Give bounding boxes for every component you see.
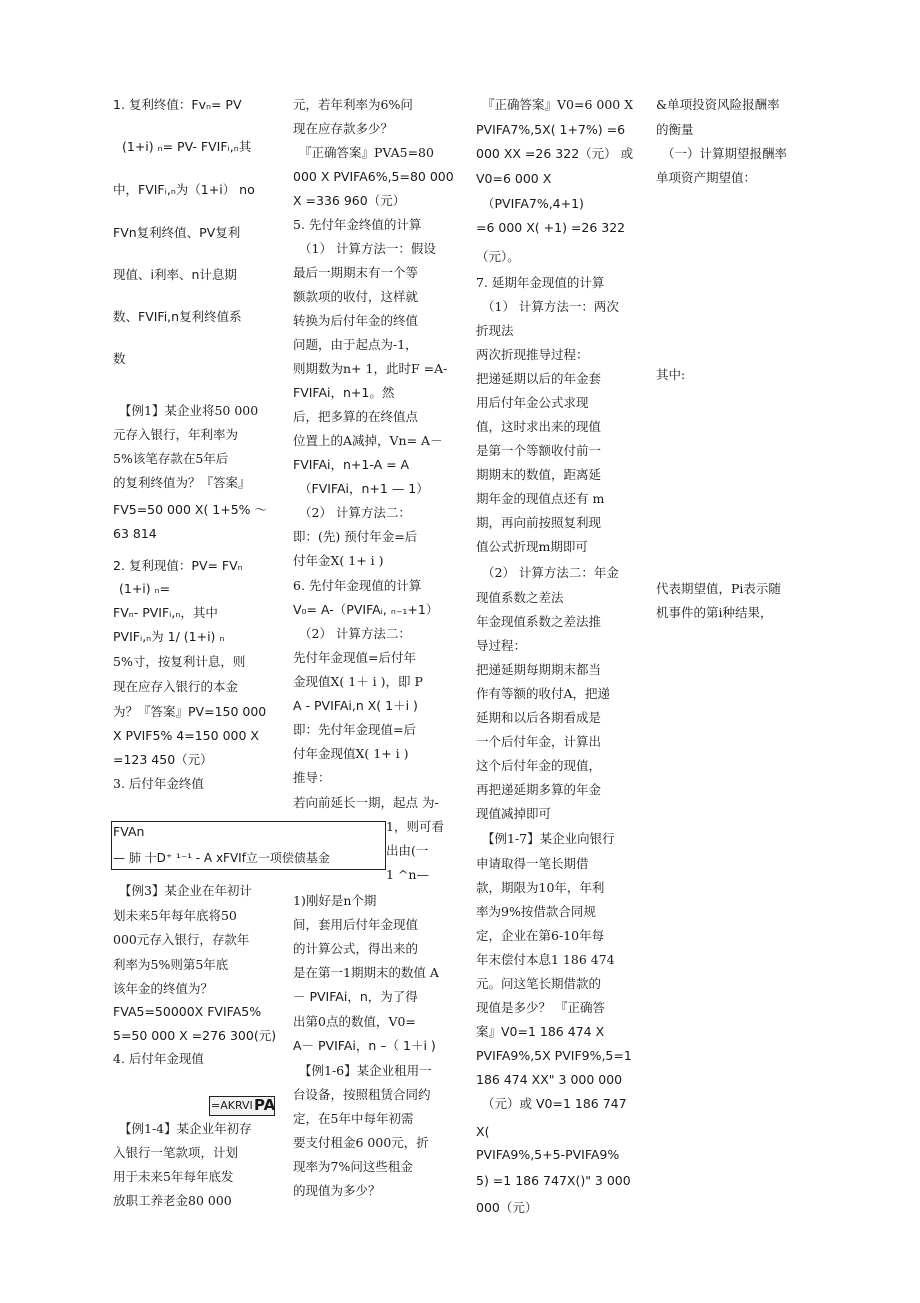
compound-fv-line-2: (1+i) ₙ= PV- FVIFᵢ,ₙ其: [122, 139, 252, 154]
example-1-7-line-12: （元）或 V0=1 186 747: [482, 1096, 627, 1111]
example-1-7-line-7: 元。问这笔长期借款的: [476, 976, 602, 991]
method1-line-9: 位置上的A减掉，Vn= A－: [293, 433, 443, 448]
answer-1-6-line-7: （元）。: [476, 249, 520, 264]
example-1-4-line-2: 入银行一笔款项，计划: [113, 1145, 239, 1160]
derivation-line-2: 1，则可看: [386, 819, 444, 834]
compound-pv-line-5: 5%寸，按复利计息，则: [113, 654, 246, 669]
definition-line-2: 机事件的第i种结果，: [656, 605, 773, 620]
formula-box-line-2: — 肺 十D⁺ ¹⁻¹ - A xFVIf立一项偿债基金: [113, 851, 330, 865]
deferred-m1-line-8: 期期末的数值，距离延: [476, 467, 602, 482]
deferred-m1-line-9: 期年金的现值点还有 m: [476, 491, 605, 506]
example-1-line-2: 元存入银行，年利率为: [113, 427, 239, 442]
method2-line-3: 付年金X( 1+ i ): [293, 553, 384, 568]
method1-line-10: FVIFAi，n+1-A = A: [293, 457, 410, 472]
deferred-m2-line-4: 导过程：: [476, 638, 527, 653]
example-1-6-line-2: 台设备，按照租赁合同约: [293, 1087, 431, 1102]
example-1-7-line-3: 款，期限为10年，年利: [476, 880, 605, 895]
deferred-m2-line-1: （2） 计算方法二：年金: [482, 565, 619, 580]
pv-method2-line-5: 即：先付年金现值=后: [293, 722, 416, 737]
derivation-line-3: 出由(一: [386, 843, 429, 858]
derivation-line-7: 的计算公式，得出来的: [293, 941, 419, 956]
deferred-m2-line-11: 现值减掉即可: [476, 806, 552, 821]
answer-1-6-line-3: 000 XX =26 322（元） 或: [476, 146, 634, 161]
example-1-line-3: 5%该笔存款在5年后: [113, 451, 229, 466]
example-1-6-line-3: 定，在5年中每年初需: [293, 1111, 414, 1126]
deferred-m1-line-4: 把递延期以后的年金套: [476, 371, 602, 386]
pa-formula-box: [209, 1096, 275, 1116]
example-1-7-line-16: 000（元）: [476, 1200, 538, 1215]
compound-pv-line-8: X PVIF5% 4=150 000 X: [113, 728, 259, 743]
annuity-fv-heading: 3. 后付年金终值: [113, 776, 204, 791]
example-3-line-3: 000元存入银行，存款年: [113, 932, 250, 947]
answer-1-6-line-6: =6 000 X( +1) =26 322: [476, 220, 626, 235]
pa-formula-big: PA: [254, 1096, 276, 1114]
deferred-m2-line-7: 延期和以后各期看成是: [476, 710, 602, 725]
deferred-m1-line-2: 折现法: [476, 323, 514, 338]
compound-fv-line-5: 现值、i利率、n计息期: [113, 267, 237, 282]
example-1-4-line-4: 放职工养老金80 000: [113, 1193, 232, 1208]
example-1-7-line-5: 定，企业在第6-10年每: [476, 928, 605, 943]
method1-line-11: （FVIFAi，n+1 — 1）: [299, 481, 429, 496]
pv-method2-line-4: A - PVIFAi,n X( 1＋i ): [293, 698, 418, 713]
method1-line-2: 最后一期期末有一个等: [293, 265, 419, 280]
method1-line-6: 则期数为n+ 1，此时F =A-: [293, 361, 448, 376]
pv-method2-line-1: （2） 计算方法二：: [299, 626, 411, 641]
example-3-line-6: FVA5=50000X FVIFA5%: [113, 1004, 262, 1019]
compound-fv-line-6: 数、FVIFi,n复利终值系: [113, 309, 242, 324]
answer-1-6-line-4: V0=6 000 X: [476, 171, 552, 186]
answer-1-6-line-2: PVIFA7%,5X( 1+7%) =6: [476, 122, 626, 137]
risk-heading-line-2: 的衡量: [656, 122, 694, 137]
example-1-7-line-6: 年末偿付本息1 186 474: [476, 952, 615, 967]
col2-line-2: 现在应存款多少？: [293, 121, 394, 136]
col2-line-3: 『正确答案』PVA5=80: [299, 145, 434, 160]
answer-1-6-line-1: 『正确答案』V0=6 000 X: [482, 97, 634, 112]
compound-fv-line-1: 1. 复利终值：Fvₙ= PV: [113, 97, 242, 112]
pa-formula-small: =AKRVI: [211, 1099, 253, 1112]
compound-pv-line-1: 2. 复利现值：PV= FVₙ: [113, 558, 243, 573]
derivation-line-6: 间，套用后付年金现值: [293, 917, 419, 932]
annuity-pv-heading: 4. 后付年金现值: [113, 1051, 204, 1066]
expected-value-label: 单项资产期望值：: [656, 170, 757, 185]
compound-pv-line-6: 现在应存入银行的本金: [113, 679, 239, 694]
deferred-m2-line-10: 再把递延期多算的年金: [476, 782, 602, 797]
deferred-m1-line-11: 值公式折现m期即可: [476, 539, 588, 554]
example-1-7-line-10: PVIFA9%,5X PVIF9%,5=1: [476, 1048, 632, 1063]
prepaid-pv-formula: V₀= A-（PVIFAᵢ, ₙ₋₁+1）: [293, 602, 439, 617]
deferred-m1-line-5: 用后付年金公式求现: [476, 395, 589, 410]
derivation-line-8: 是在第一1期期末的数值 A: [293, 965, 439, 980]
prepaid-fv-heading: 5. 先付年金终值的计算: [293, 217, 422, 232]
derivation-line-9: － PVIFAi，n，为了得: [293, 989, 418, 1004]
method2-line-1: （2） 计算方法二：: [299, 505, 411, 520]
col2-line-5: X =336 960（元）: [293, 193, 406, 208]
answer-1-6-line-5: （PVIFA7%,4+1): [482, 196, 584, 211]
deferred-m2-line-8: 一个后付年金，计算出: [476, 734, 602, 749]
method2-line-2: 即：(先) 预付年金=后: [293, 529, 418, 544]
example-1-7-line-13: X(: [476, 1124, 490, 1139]
col2-line-4: 000 X PVIFA6%,5=80 000: [293, 169, 454, 184]
example-3-line-5: 该年金的终值为？: [113, 981, 214, 996]
deferred-m1-line-1: （1） 计算方法一：两次: [482, 299, 619, 314]
example-1-6-line-6: 的现值为多少？: [293, 1183, 381, 1198]
derivation-label: 推导：: [293, 770, 331, 785]
example-1-7-line-1: 【例1-7】某企业向银行: [482, 831, 615, 846]
col2-line-1: 元，若年利率为6%问: [293, 97, 413, 112]
deferred-m1-line-10: 期，再向前按照复利现: [476, 515, 602, 530]
example-1-6-line-1: 【例1-6】某企业租用一: [299, 1063, 432, 1078]
example-3-line-1: 【例3】某企业在年初计: [119, 883, 252, 898]
example-1-line-4: 的复利终值为？『答案』: [113, 475, 251, 490]
derivation-line-10: 出第0点的数值，V0=: [293, 1014, 416, 1029]
pv-method2-line-3: 金现值X( 1＋ i )，即 P: [293, 674, 423, 689]
example-1-6-line-5: 现率为7%问这些租金: [293, 1159, 413, 1174]
definition-line-1: 代表期望值，Pi表示随: [656, 581, 781, 596]
compound-pv-line-3: FVₙ- PVIFᵢ,ₙ，其中: [113, 605, 218, 620]
compound-pv-line-4: PVIFᵢ,ₙ为 1/ (1+i) ₙ: [113, 629, 225, 644]
example-1-7-line-2: 申请取得一笔长期借: [476, 856, 589, 871]
method1-line-7: FVIFAi，n+1。然: [293, 385, 395, 400]
example-1-7-line-4: 率为9%按借款合同规: [476, 904, 596, 919]
method1-line-3: 额款项的收付，这样就: [293, 289, 419, 304]
formula-box: [111, 821, 386, 870]
example-1-7-line-9: 案』V0=1 186 474 X: [476, 1024, 605, 1039]
derivation-line-5: 1)刚好是n个期: [293, 893, 377, 908]
example-3-line-2: 划未来5年每年底将50: [113, 908, 237, 923]
example-1-6-line-4: 要支付租金6 000元，折: [293, 1135, 429, 1150]
example-1-7-line-15: 5) =1 186 747X()" 3 000: [476, 1173, 631, 1188]
deferred-pv-heading: 7. 延期年金现值的计算: [476, 275, 605, 290]
compound-fv-line-4: FVn复利终值、PV复利: [113, 225, 241, 240]
deferred-m2-line-6: 作有等额的收付A，把递: [476, 686, 611, 701]
compound-pv-line-9: =123 450（元）: [113, 752, 213, 767]
deferred-m2-line-9: 这个后付年金的现值，: [476, 758, 602, 773]
example-1-line-1: 【例1】某企业将50 000: [119, 403, 259, 418]
example-1-7-line-14: PVIFA9%,5+5-PVIFA9%: [476, 1147, 620, 1162]
compound-pv-line-7: 为？『答案』PV=150 000: [113, 704, 267, 719]
prepaid-pv-heading: 6. 先付年金现值的计算: [293, 578, 422, 593]
example-1-line-5: FV5=50 000 X( 1+5% ～: [113, 502, 268, 517]
example-3-line-7: 5=50 000 X =276 300(元): [113, 1028, 277, 1043]
deferred-m1-line-7: 是第一个等额收付前一: [476, 443, 602, 458]
formula-box-line-1: FVAn: [113, 824, 145, 839]
derivation-line-4: 1 ^n—: [386, 867, 429, 882]
deferred-m2-line-3: 年金现值系数之差法推: [476, 614, 602, 629]
compound-fv-line-3: 中，FVIFᵢ,ₙ为（1+i） no: [113, 182, 255, 197]
compound-pv-line-2: (1+i) ₙ=: [119, 581, 171, 596]
method1-line-5: 问题，由于起点为-1，: [293, 337, 418, 352]
example-3-line-4: 利率为5%则第5年底: [113, 957, 229, 972]
method1-line-4: 转换为后付年金的终值: [293, 313, 419, 328]
where-label: 其中:: [656, 367, 686, 382]
example-1-line-6: 63 814: [113, 526, 157, 541]
method1-line-1: （1） 计算方法一：假设: [299, 241, 436, 256]
example-1-4-line-1: 【例1-4】某企业年初存: [119, 1121, 252, 1136]
deferred-m2-line-2: 现值系数之差法: [476, 590, 564, 605]
pv-method2-line-6: 付年金现值X( 1+ i ): [293, 746, 409, 761]
deferred-m1-line-3: 两次折现推导过程：: [476, 347, 589, 362]
example-1-7-line-11: 186 474 XX" 3 000 000: [476, 1072, 623, 1087]
compound-fv-line-7: 数: [113, 351, 126, 366]
expected-return-heading: （一）计算期望报酬率: [662, 146, 788, 161]
example-1-7-line-8: 现值是多少？ 『正确答: [476, 1000, 605, 1015]
pv-method2-line-2: 先付年金现值=后付年: [293, 650, 416, 665]
derivation-line-11: A－ PVIFAi，n –（ 1＋i ): [293, 1038, 436, 1053]
deferred-m2-line-5: 把递延期每期期末都当: [476, 662, 602, 677]
method1-line-8: 后，把多算的在终值点: [293, 409, 419, 424]
example-1-4-line-3: 用于未来5年每年底发: [113, 1169, 234, 1184]
risk-heading-line-1: &单项投资风险报酬率: [656, 97, 780, 112]
deferred-m1-line-6: 值，这时求出来的现值: [476, 419, 602, 434]
derivation-line-1: 若向前延长一期，起点 为-: [293, 795, 439, 810]
